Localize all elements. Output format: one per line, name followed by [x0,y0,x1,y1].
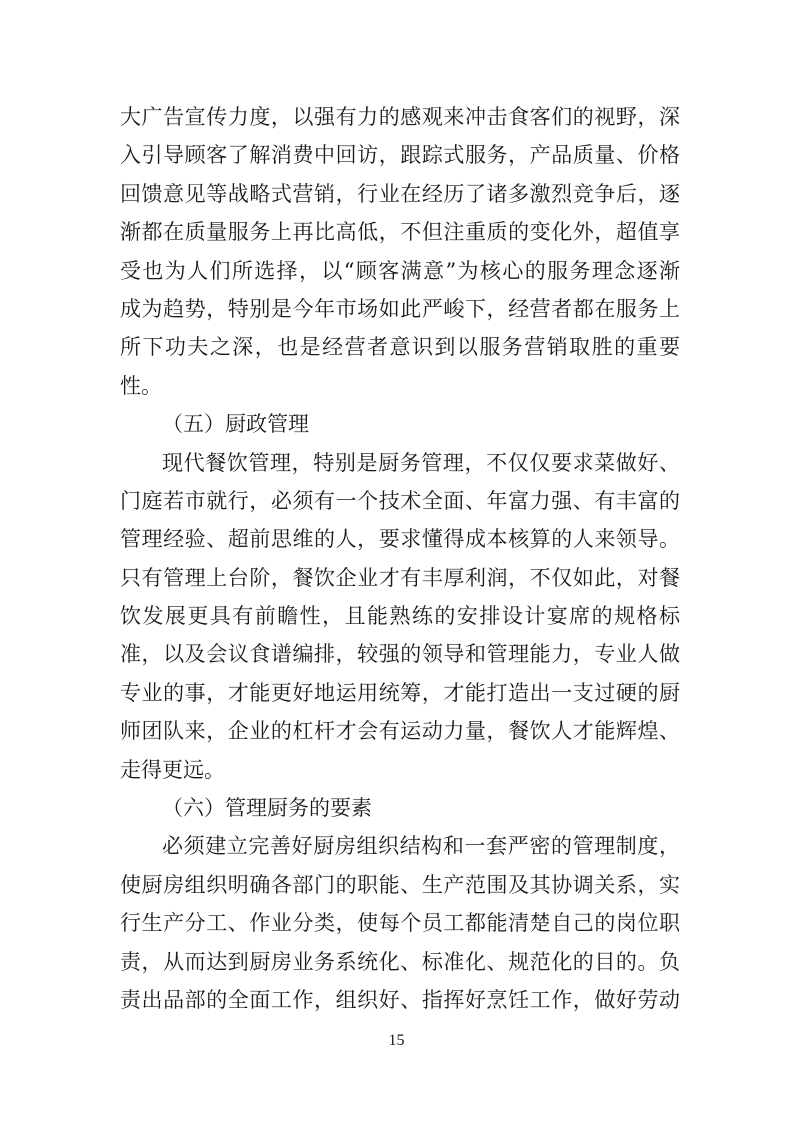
text-line: 管理经验、超前思维的人，要求懂得成本核算的人来领导。 [120,527,680,552]
section-heading-kitchen-management: （五）厨政管理 [162,412,309,437]
text-line: 只有管理上台阶，餐饮企业才有丰厚利润，不仅如此，对餐 [120,565,680,590]
text-line: 成为趋势，特别是今年市场如此严峻下，经营者都在服务上 [120,296,680,321]
paragraph-advertising [120,98,680,405]
text-line: 责出品部的全面工作，组织好、指挥好烹饪工作，做好劳动 [120,987,680,1012]
text-line: 师团队来，企业的杠杆才会有运动力量，餐饮人才能辉煌、 [120,719,680,744]
text-line: 准，以及会议食谱编排，较强的领导和管理能力，专业人做 [120,642,680,667]
text-line: 性。 [120,373,162,398]
text-line: 大广告宣传力度，以强有力的感观来冲击食客们的视野，深 [120,105,680,129]
text-line: 专业的事，才能更好地运用统筹，才能打造出一支过硬的厨 [120,680,680,705]
text-line: 现代餐饮管理，特别是厨务管理，不仅仅要求菜做好、 [162,450,680,475]
text-line: 所下功夫之深，也是经营者意识到以服务营销取胜的重要 [120,335,680,360]
text-line: 行生产分工、作业分类，使每个员工都能清楚自己的岗位职 [120,911,680,936]
text-line: 必须建立完善好厨房组织结构和一套严密的管理制度， [162,834,680,859]
text-line: 饮发展更具有前瞻性，且能熟练的安排设计宴席的规格标 [120,604,680,629]
paragraph-kitchen-elements [120,827,680,1019]
text-line: 走得更远。 [120,757,225,782]
text-line: 回馈意见等战略式营销，行业在经历了诸多激烈竞争后，逐 [120,181,680,206]
body-text [120,98,680,1019]
text-line: 受也为人们所选择，以“顾客满意”为核心的服务理念逐渐 [120,258,680,283]
section-heading-kitchen-elements: （六）管理厨务的要素 [162,796,372,821]
paragraph-kitchen-management [120,444,680,790]
text-line: 渐都在质量服务上再比高低，不但注重质的变化外，超值享 [120,220,680,245]
text-line: 责，从而达到厨房业务系统化、标准化、规范化的目的。负 [120,949,680,974]
text-line: 入引导顾客了解消费中回访，跟踪式服务，产品质量、价格 [120,143,680,168]
page-number: 15 [388,1032,405,1049]
text-line: 门庭若市就行，必须有一个技术全面、年富力强、有丰富的 [120,488,680,513]
text-line: 使厨房组织明确各部门的职能、生产范围及其协调关系，实 [120,872,680,897]
